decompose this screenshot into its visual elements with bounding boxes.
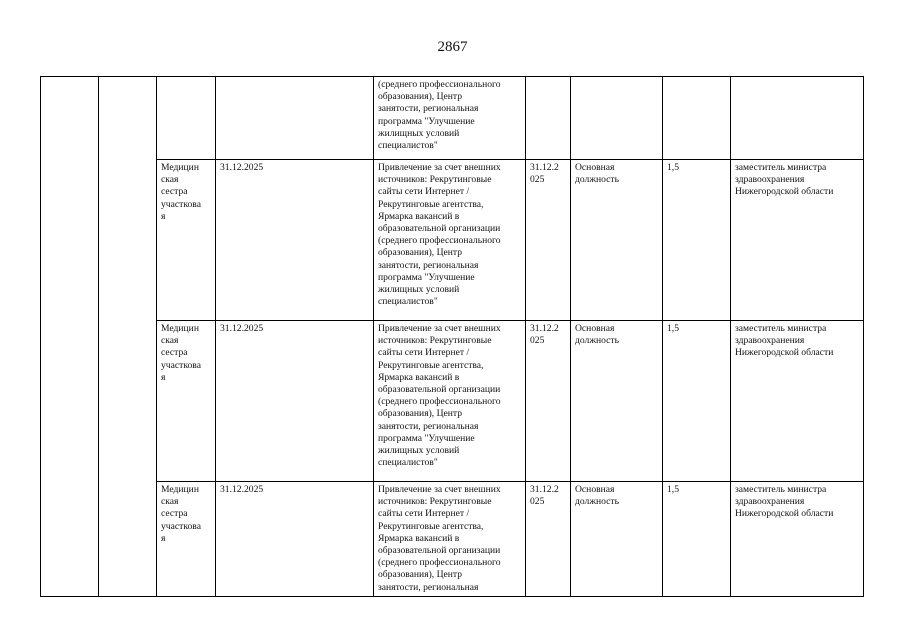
rate-type-cell <box>571 77 663 160</box>
position-cell: Медицин ская сестра участкова я <box>157 482 216 597</box>
deadline-cell: 31.12.2 025 <box>526 160 571 321</box>
table-row <box>41 482 864 597</box>
date-cell: 31.12.2025 <box>216 482 374 597</box>
date-cell: 31.12.2025 <box>216 321 374 482</box>
rate-cell: 1,5 <box>663 482 731 597</box>
responsible-cell <box>731 77 864 160</box>
responsible-cell: заместитель министра здравоохранения Нижегородской области <box>731 321 864 482</box>
rate-type-cell: Основная должность <box>571 321 663 482</box>
merged-second-cell <box>99 77 157 597</box>
page-number: 2867 <box>437 39 468 55</box>
deadline-cell: 31.12.2 025 <box>526 321 571 482</box>
responsible-cell: заместитель министра здравоохранения Нижегородской области <box>731 482 864 597</box>
position-cell: Медицин ская сестра участкова я <box>157 160 216 321</box>
rate-type-cell: Основная должность <box>571 482 663 597</box>
measures-cell: (среднего профессионального образования), Центр занятости, региональная программа "Улучшение жилищных условий специалистов" <box>374 77 526 160</box>
table-row <box>41 160 864 321</box>
table-row <box>41 321 864 482</box>
responsible-cell: заместитель министра здравоохранения Нижегородской области <box>731 160 864 321</box>
table-row <box>41 77 864 160</box>
rate-cell: 1,5 <box>663 321 731 482</box>
rate-cell <box>663 77 731 160</box>
rate-type-cell: Основная должность <box>571 160 663 321</box>
measures-cell: Привлечение за счет внешних источников: Рекрутинговые сайты сети Интернет / Рекрутинговые агентства, Ярмарка вакансий в образовательной организации (среднего профессионального образования), Центр занятости, региональная программа "Улучшение жилищных условий специалистов" <box>374 160 526 321</box>
deadline-cell <box>526 77 571 160</box>
measures-cell: Привлечение за счет внешних источников: Рекрутинговые сайты сети Интернет / Рекрутинговые агентства, Ярмарка вакансий в образовательной организации (среднего профессионального образования), Центр занятости, региональная программа "Улучшение жилищных условий специалистов" <box>374 321 526 482</box>
position-cell: Медицин ская сестра участкова я <box>157 321 216 482</box>
rate-cell: 1,5 <box>663 160 731 321</box>
merged-left-cell <box>41 77 99 597</box>
date-cell <box>216 77 374 160</box>
date-cell: 31.12.2025 <box>216 160 374 321</box>
measures-cell: Привлечение за счет внешних источников: Рекрутинговые сайты сети Интернет / Рекрутинговые агентства, Ярмарка вакансий в образовательной организации (среднего профессионального образования), Центр занятости, региональная <box>374 482 526 597</box>
document-table <box>40 76 864 597</box>
position-cell <box>157 77 216 160</box>
deadline-cell: 31.12.2 025 <box>526 482 571 597</box>
